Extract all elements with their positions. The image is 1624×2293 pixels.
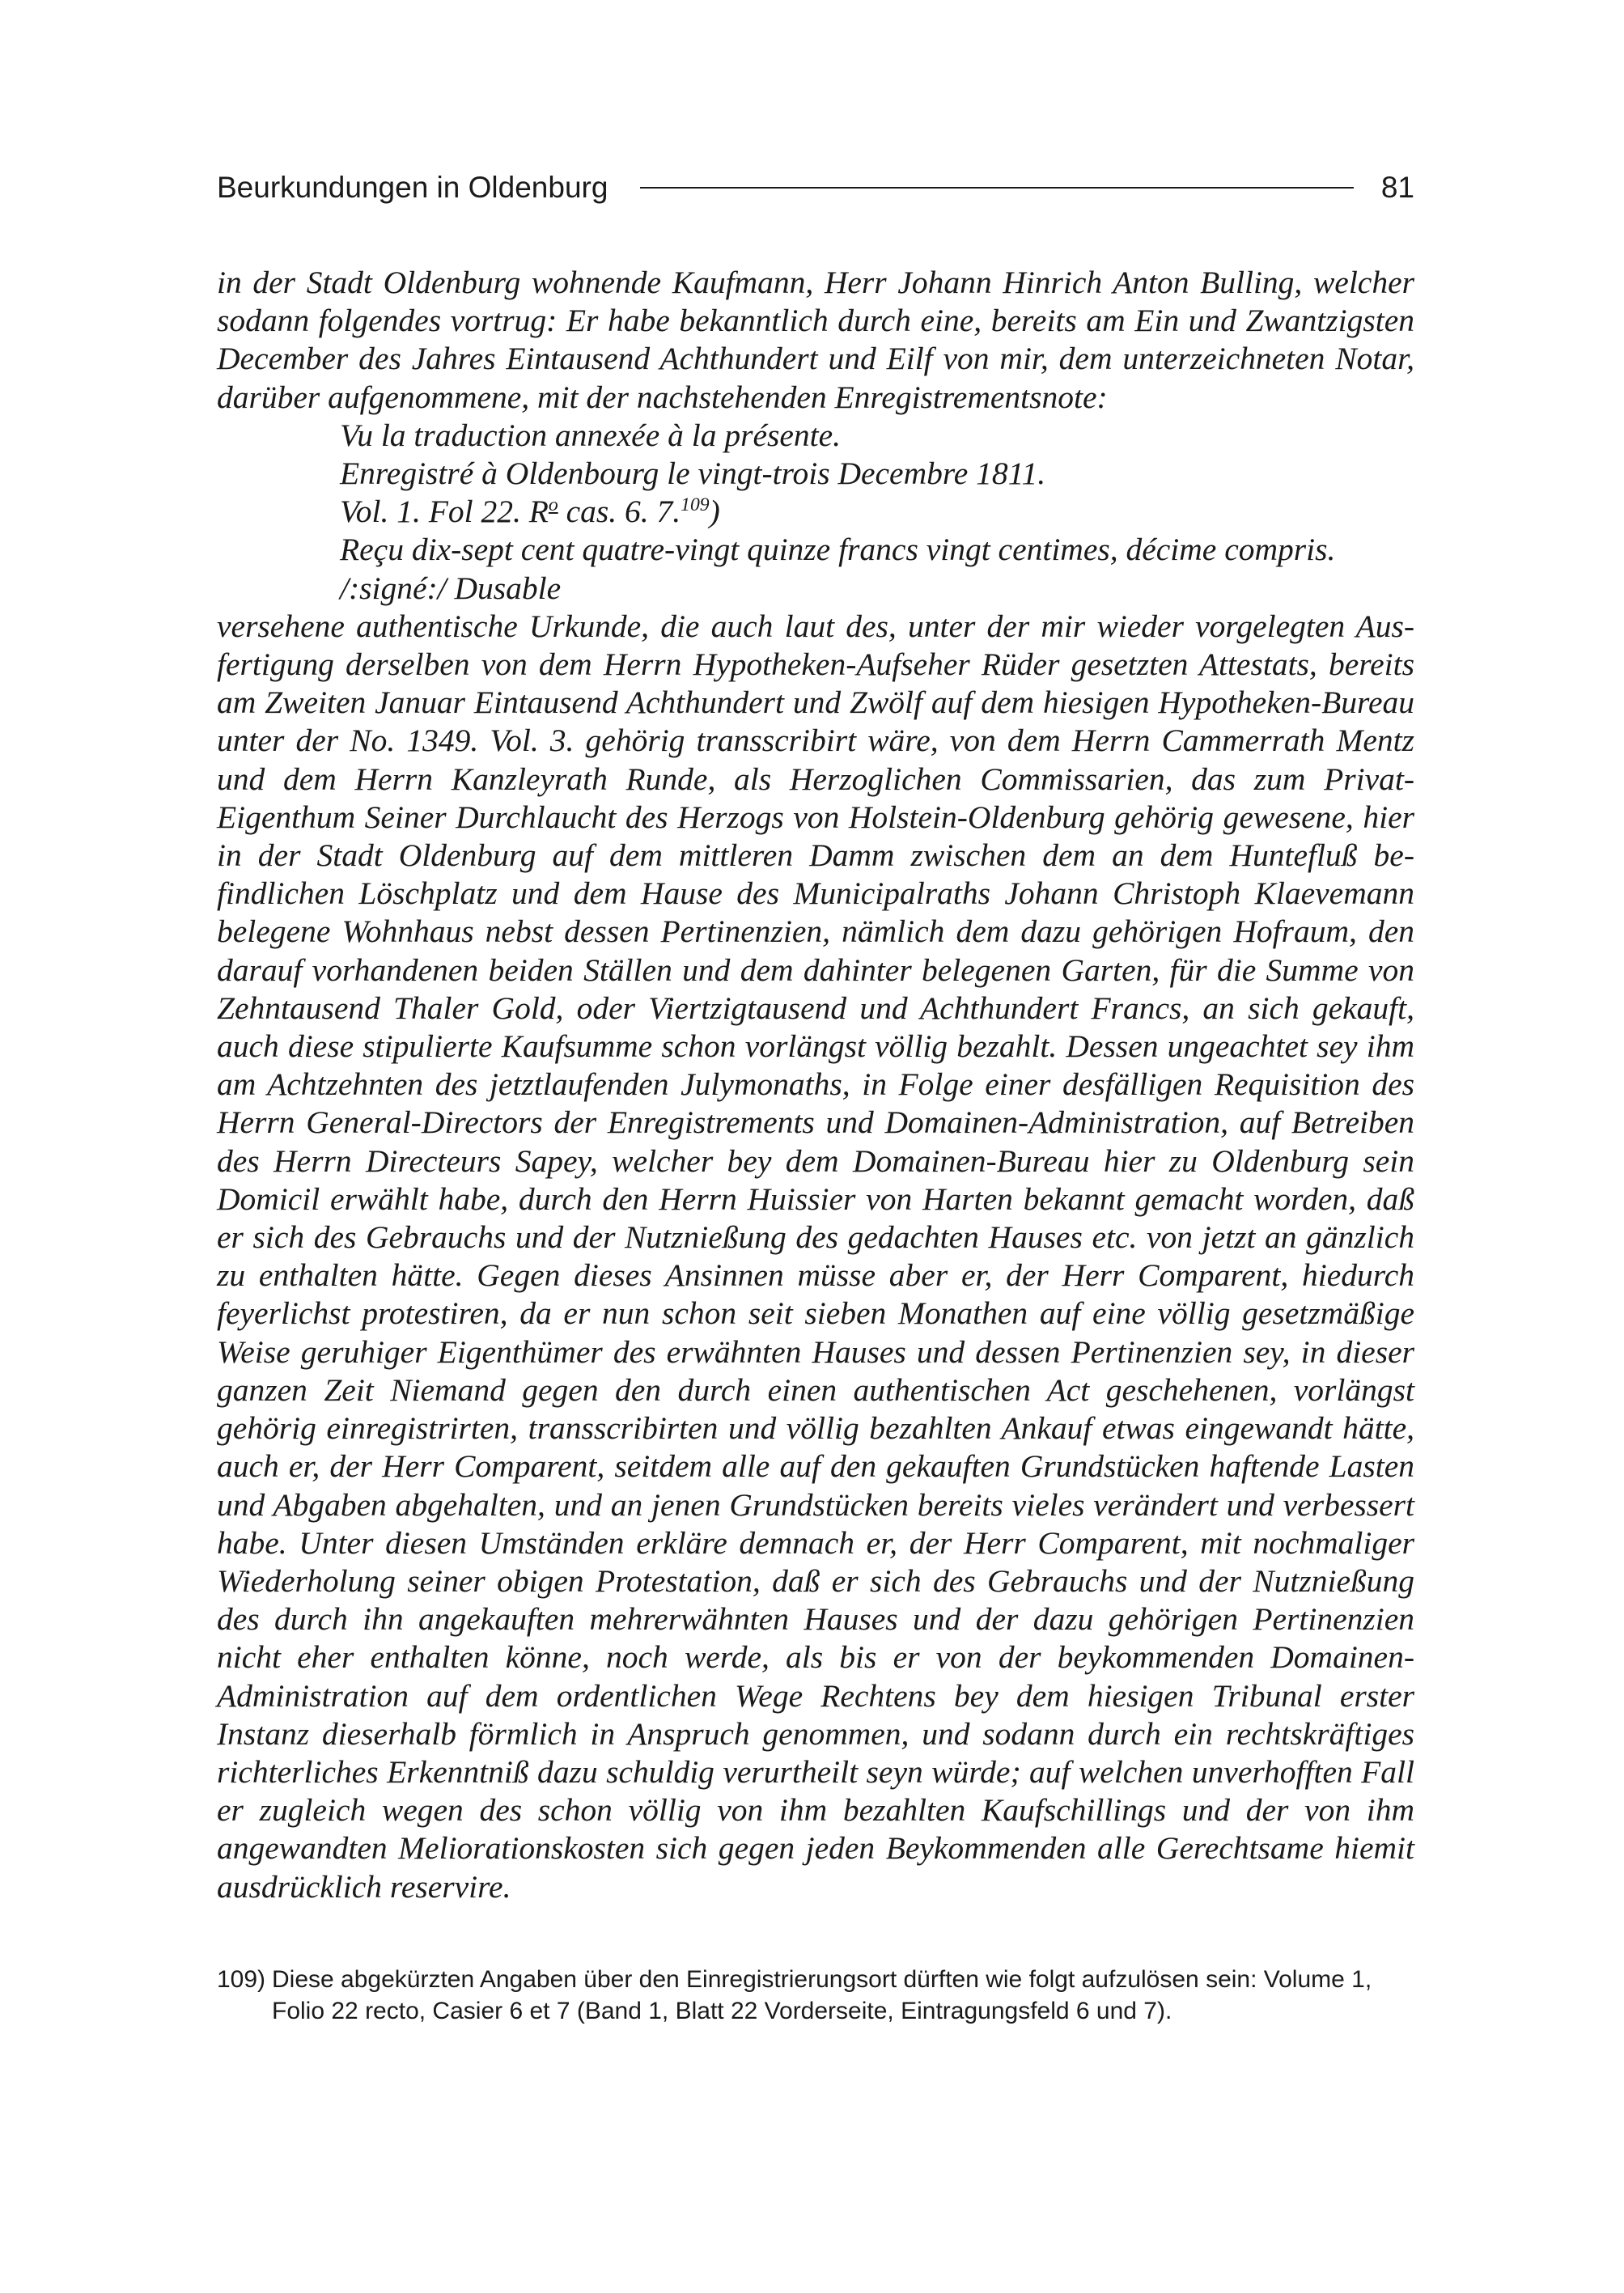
page-number: 81 [1380,171,1414,204]
quote-line-2: Enregistré à Oldenbourg le vingt-trois Decembre 1811. [340,456,1046,492]
header-rule [640,187,1353,189]
footnote-text: Diese abgekürzten Angaben über den Einregistrierungsort dürften wie folgt aufzulösen sein: Volume 1, Folio 22 recto, Casier 6 et 7 (Band 1, Blatt 22 Vorderseite, Eintragungsfeld 6 und 7). [272,1966,1372,2024]
recto-superscript: o [548,494,558,516]
quote-line-4: Reçu dix-sept cent quatre-vingt quinze francs vingt centimes, décime compris. [340,532,1336,568]
footnote-reference[interactable]: 109 [681,494,710,516]
quote-line-1: Vu la traduction annexée à la présente. [340,417,842,453]
paragraph-2: versehene authentische Urkunde, die auch laut des, unter der mir wieder vorgelegten Ausfertigung derselben von dem Herrn Hypotheken-Aufseher Rüder gesetzten Attestats, bereits am Zweiten Januar Eintausend Achthundert und Zwölf auf dem hiesigen Hypotheken-Bureau unter der No. 1349. Vol. 3. gehörig transscribirt wäre, von dem Herrn Cammerrath Mentz und dem Herrn Kanzleyrath Runde, als Herzoglichen Commissarien, das zum Privat-Eigenthum Seiner Durchlaucht des Herzogs von Holstein-Oldenburg gehörig gewesene, hier in der Stadt Oldenburg auf dem mittleren Damm zwischen dem an dem Huntefluß befindlichen Löschplatz und dem Hause des Municipalraths Johann Christoph Klaevemann belegene Wohnhaus nebst dessen Pertinenzien, nämlich dem dazu gehörigen Hofraum, den darauf vorhandenen beiden Ställen und dem dahinter belegenen Garten, für die Summe von Zehntausend Thaler Gold, oder Viertzigtausend und Achthundert Francs, an sich gekauft, auch diese stipulierte Kaufsumme schon vorlängst völlig bezahlt. Dessen ungeachtet sey ihm am Achtzehnten des jetztlaufenden Julymonaths, in Folge einer desfälligen Requisition des Herrn General-Directors der Enregistrements und Domainen-Administration, auf Betreiben des Herrn Directeurs Sapey, welcher bey dem Domainen-Bureau hier zu Oldenburg sein Domicil erwählt habe, durch den Herrn Huissier von Harten bekannt gemacht worden, daß er sich des Gebrauchs und der Nutznießung des gedachten Hauses etc. von jetzt an gänzlich zu enthalten hätte. Gegen dieses Ansinnen müsse aber er, der Herr Comparent, hiedurch feyerlichst protestiren, da er nun schon seit sieben Monathen auf eine völlig gesetzmäßige Weise geruhiger Eigenthümer des erwähnten Hauses und dessen Pertinenzien sey, in dieser ganzen Zeit Niemand gegen den durch einen authentischen Act geschehenen, vorlängst gehörig einregistrirten, transscribirten und völlig bezahlten Ankauf etwas eingewandt hätte, auch er, der Herr Comparent, seitdem alle auf den gekauften Grundstücken haftende Lasten und Abgaben abgehalten, und an jenen Grundstücken bereits vieles verändert und verbessert habe. Unter diesen Umständen erkläre demnach er, der Herr Comparent, mit nochmaliger Wiederholung seiner obigen Protestation, daß er sich des Gebrauchs und der Nutznießung des durch ihn angekauften mehrerwähnten Hauses und der dazu gehörigen Pertinenzien nicht eher enthalten könne, noch werde, als bis er von der beykommenden Domainen-Administration auf dem ordentlichen Wege Rechtens bey dem hiesigen Tribunal erster Instanz dieserhalb förmlich in Anspruch genommen, und sodann durch ein rechtskräftiges richterliches Erkenntniß dazu schuldig verurtheilt seyn würde; auf welchen unverhofften Fall er zugleich wegen des schon völlig von ihm bezahlten Kaufschillings und der von ihm angewandten Meliorationskosten sich gegen jeden Beykommenden alle Gerechtsame hiemit ausdrücklich reservire. [217,608,1414,1905]
main-text [217,264,1414,1906]
paragraph-1: in der Stadt Oldenburg wohnende Kaufmann, Herr Johann Hinrich Anton Bulling, welcher sodann folgendes vortrug: Er habe bekanntlich durch eine, bereits am Ein und Zwantzigsten December des Jahres Eintausend Achthundert und Eilf von mir, dem unterzeichneten Notar, darüber aufgenommene, mit der nachstehenden Enregistrementsnote: [217,265,1414,415]
quote-line-3-start: Vol. 1. Fol 22. R [340,494,549,530]
footnote-marker: 109) [217,1966,266,1993]
running-header [217,163,1414,212]
footnote-109 [217,1964,1414,2027]
enregistrement-note [217,417,1414,608]
quote-line-3-end: ) [709,494,720,530]
quote-line-5: /:signé:/ Dusable [340,570,562,606]
quote-line-3 [340,493,1414,531]
quote-line-3-middle: cas. 6. 7. [558,494,681,530]
running-title: Beurkundungen in Oldenburg [217,171,608,204]
